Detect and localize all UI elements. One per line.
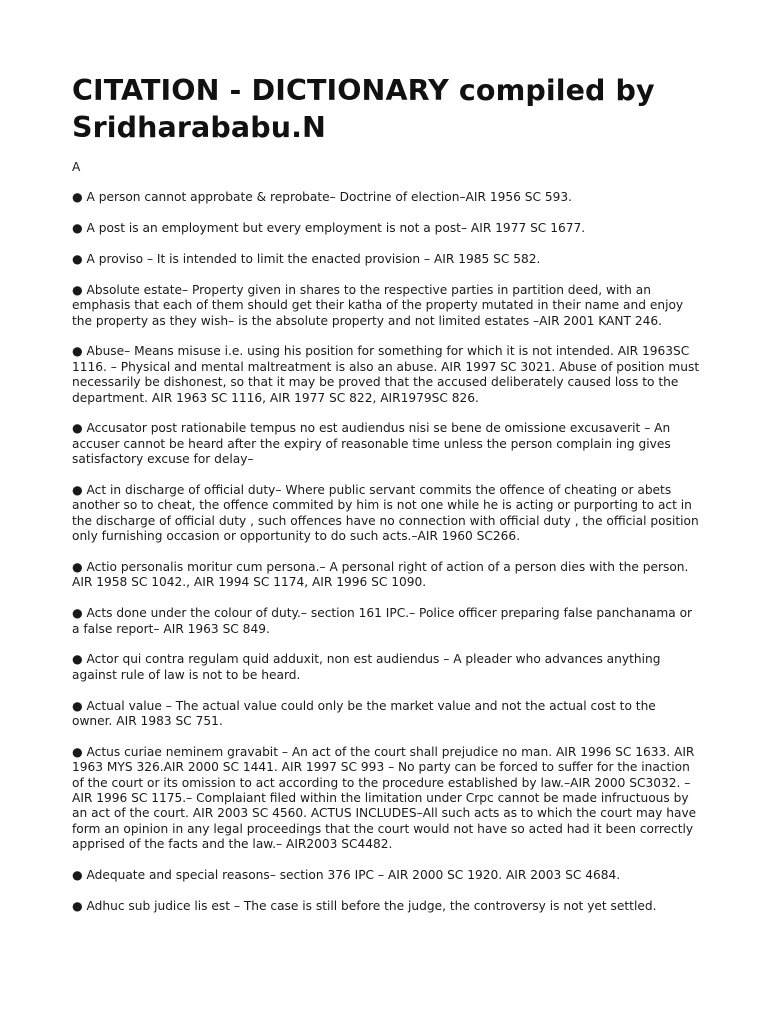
list-item xyxy=(72,421,700,467)
list-item xyxy=(72,344,700,406)
bullet-icon: ● xyxy=(72,868,83,883)
list-item xyxy=(72,221,700,236)
bullet-icon: ● xyxy=(72,744,83,759)
list-item xyxy=(72,606,700,637)
entry-text: A proviso – It is intended to limit the enacted provision – AIR 1985 SC 582. xyxy=(82,252,541,266)
entry-text: Actor qui contra regulam quid adduxit, non est audiendus – A pleader who advances anything against rule of law is not to be heard. xyxy=(72,652,661,682)
bullet-icon: ● xyxy=(72,652,83,667)
bullet-icon: ● xyxy=(72,344,83,359)
entry-text: Accusator post rationabile tempus no est audiendus nisi se bene de omissione excusaverit – An accuser cannot be heard after the expiry of reasonable time unless the person complain ing gives satisfactory excuse for delay– xyxy=(72,421,671,467)
entry-text: A person cannot approbate & reprobate– Doctrine of election–AIR 1956 SC 593. xyxy=(82,190,572,205)
list-item xyxy=(72,899,700,914)
bullet-icon: ● xyxy=(72,282,83,297)
entry-text: A post is an employment but every employment is not a post– AIR 1977 SC 1677. xyxy=(82,221,586,236)
list-item xyxy=(72,483,700,545)
bullet-icon: ● xyxy=(72,560,83,575)
bullet-icon: ● xyxy=(72,698,83,713)
bullet-icon: ● xyxy=(72,606,83,621)
bullet-icon: ● xyxy=(72,421,83,436)
document-page xyxy=(72,72,700,930)
bullet-icon: ● xyxy=(72,898,83,913)
entry-list xyxy=(72,190,700,914)
list-item xyxy=(72,190,700,205)
entry-text: Actual value – The actual value could only be the market value and not the actual cost to the owner. AIR 1983 SC 751. xyxy=(72,698,656,729)
entry-text: Actio personalis moritur cum persona.– A personal right of action of a person dies with the person. AIR 1958 SC 1042., AIR 1994 SC 1174, AIR 1996 SC 1090. xyxy=(72,560,689,590)
entry-text: Abuse– Means misuse i.e. using his position for something for which it is not intended. AIR 1963SC 1116. – Physical and mental maltreatment is also an abuse. AIR 1997 SC 3021. Abuse of position must necessarily be dishonest, so that it may be proved that the accused deliberately caused loss to the department. AIR 1963 SC 1116, AIR 1977 SC 822, AIR1979SC 826. xyxy=(72,344,700,405)
entry-text: Adequate and special reasons– section 376 IPC – AIR 2000 SC 1920. AIR 2003 SC 4684. xyxy=(82,868,621,883)
bullet-icon: ● xyxy=(72,221,83,236)
bullet-icon: ● xyxy=(72,190,83,205)
entry-text: Actus curiae neminem gravabit – An act of the court shall prejudice no man. AIR 1996 SC 1633. AIR 1963 MYS 326.AIR 2000 SC 1441. AIR 1997 SC 993 – No party can be forced to suffer for the inaction of the court or its omission to act according to the procedure established by law.–AIR 2000 SC3032. –AIR 1996 SC 1175.– Complaiant filed within the limitation under Crpc cannot be made infructuous by an act of the court. AIR 2003 SC 4560. ACTUS INCLUDES–All such acts as to which the court may have form an opinion in any legal proceedings that the court would not have so acted had it been correctly apprised of the facts and the law.– AIR2003 SC4482. xyxy=(72,744,697,852)
list-item xyxy=(72,252,700,267)
list-item xyxy=(72,699,700,730)
entry-text: Absolute estate– Property given in shares to the respective parties in partition deed, with an emphasis that each of them should get their katha of the property mutated in their name and enjoy the property as they wish– is the absolute property and not limited estates –AIR 2001 KANT 246. xyxy=(72,282,684,328)
list-item xyxy=(72,745,700,853)
bullet-icon: ● xyxy=(72,483,83,498)
entry-text: Act in discharge of official duty– Where public servant commits the offence of cheating or abets another so to cheat, the offence commited by him is not one while he is acting or purporting to act in the discharge of official duty , such offences have no connection with official duty , the official position only furnishing occasion or opportunity to do such acts.–AIR 1960 SC266. xyxy=(72,483,699,544)
section-letter: A xyxy=(72,160,81,174)
list-item xyxy=(72,868,700,883)
entry-text: Acts done under the colour of duty.– section 161 IPC.– Police officer preparing false panchanama or a false report– AIR 1963 SC 849. xyxy=(72,606,693,636)
bullet-icon: ● xyxy=(72,252,83,266)
list-item xyxy=(72,560,700,591)
list-item xyxy=(72,283,700,329)
document-title: CITATION - DICTIONARY compiled by Sridharababu.N xyxy=(72,74,655,144)
list-item xyxy=(72,652,700,683)
entry-text: Adhuc sub judice lis est – The case is still before the judge, the controversy is not yet settled. xyxy=(82,898,657,913)
